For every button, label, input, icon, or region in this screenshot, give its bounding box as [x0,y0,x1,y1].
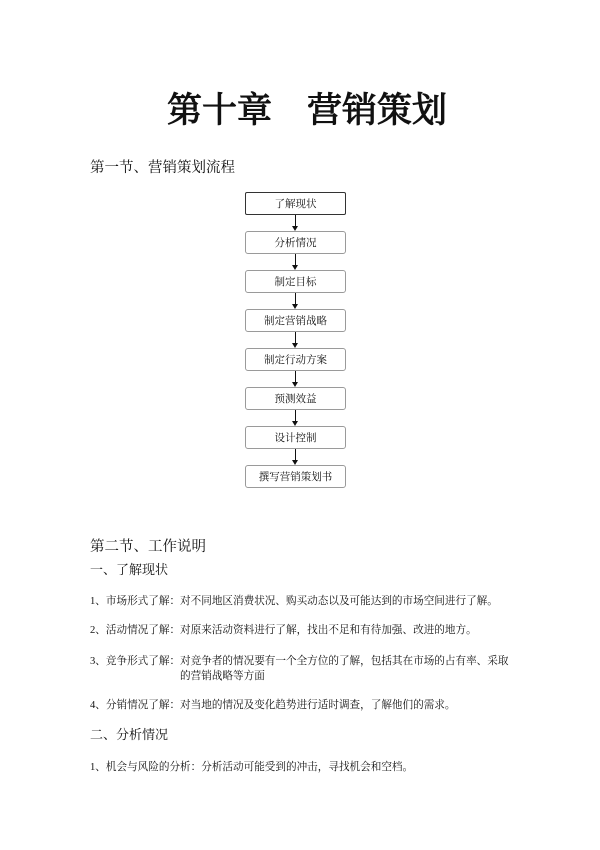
flow-step-box: 了解现状 [245,192,346,215]
flow-step-box: 撰写营销策划书 [245,465,346,488]
flow-arrow [295,332,296,348]
flow-arrow [295,449,296,465]
item-text: 对当地的情况及变化趋势进行适时调查，了解他们的需求。 [180,700,456,711]
section-heading-work: 第二节、工作说明 [90,539,206,555]
item-label: 3、竞争形式了解： [90,656,181,667]
flow-step-box: 制定营销战略 [245,309,346,332]
chapter-title: 第十章 营销策划 [166,91,447,130]
flow-arrow [295,215,296,231]
list-item [90,654,508,684]
item-label: 1、市场形式了解： [90,596,181,607]
flow-step-box: 制定目标 [245,270,346,293]
item-text: 分析活动可能受到的冲击，寻找机会和空档。 [201,762,414,773]
item-label: 2、活动情况了解： [90,625,181,636]
flow-arrow [295,254,296,270]
flow-step-box: 设计控制 [245,426,346,449]
flow-arrow [295,371,296,387]
list-item [90,698,455,713]
item-label: 1、机会与风险的分析： [90,762,202,773]
item-label: 4、分销情况了解： [90,700,181,711]
flow-step-box: 制定行动方案 [245,348,346,371]
section-heading-process: 第一节、营销策划流程 [90,160,235,176]
item-text: 对原来活动资料进行了解，找出不足和有待加强、改进的地方。 [180,625,477,636]
flow-arrow [295,293,296,309]
process-flowchart [245,192,346,488]
flow-arrow [295,410,296,426]
flow-step-box: 分析情况 [245,231,346,254]
flow-step-box: 预测效益 [245,387,346,410]
list-item [90,760,413,775]
list-item [90,594,498,609]
subsection-heading-analysis: 二、分析情况 [90,727,169,742]
list-item [90,623,477,638]
item-text: 对竞争者的情况要有一个全方位的了解，包括其在市场的占有率、采取 [180,656,509,667]
subsection-heading-status: 一、了解现状 [90,562,169,577]
item-text-continuation: 的营销战略等方面 [180,671,265,682]
item-text: 对不同地区消费状况、购买动态以及可能达到的市场空间进行了解。 [180,596,498,607]
